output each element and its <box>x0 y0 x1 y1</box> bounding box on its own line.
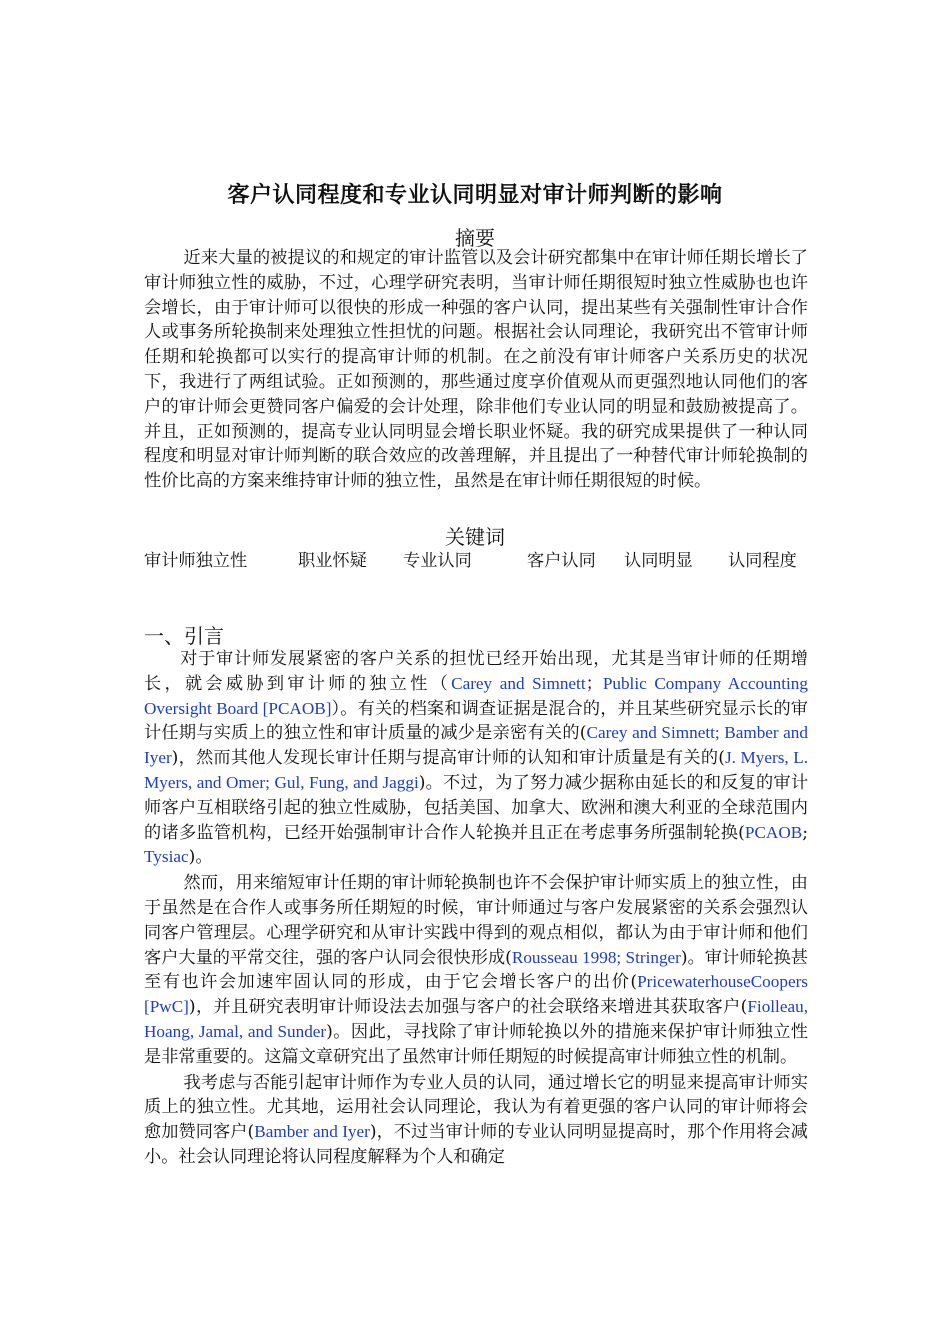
citation-link[interactable]: Bamber and Iyer <box>254 1122 370 1142</box>
abstract-heading: 摘要 <box>455 226 495 250</box>
citation-link[interactable]: Stringer <box>625 947 681 967</box>
text-run: ; <box>714 723 725 743</box>
text-run: )。因此，寻找除了审计师轮换以外的措施来保护审计师独立性是非常重要的。这篇文章研究出了虽然审计师任期短的时候提高审计师独立性的机制。 <box>144 1021 808 1067</box>
text-run: )。不过，为了努力减少据称由延长的和反复的审计师客户互相联络引起的独立性威胁，包括美国、加拿大、欧洲和澳大利亚的全球范围内的诸多监管机构，已经开始强制审计合作人轮换并且正在考虑事务所强制轮换( <box>144 772 809 843</box>
citation-link[interactable]: Carey and Simnett <box>586 723 715 743</box>
keyword-item: 认同明显 <box>624 551 693 571</box>
abstract-body <box>144 246 808 494</box>
citation-link[interactable]: J. Myers, L. Myers, and Omer <box>144 748 808 792</box>
text-run: )，并且研究表明审计师设法去加强与客户的社会联络来增进其获取客户( <box>188 997 748 1018</box>
text-run: ; <box>802 822 808 843</box>
keyword-item: 专业认同 <box>403 551 472 571</box>
paper-title: 客户认同程度和专业认同明显对审计师判断的影响 <box>227 183 723 208</box>
text-run: )，不过当审计师的专业认同明显提高时，那个作用将会减小。社会认同理论将认同程度解释为个人和确定 <box>144 1122 808 1167</box>
citation-link[interactable]: Carey and Simnett <box>451 673 586 693</box>
text-run: ）。有关的档案和调查证据是混合的，并且某些研究显示长的审计任期与实质上的独立性和审计质量的减少是亲密有关的( <box>144 698 808 744</box>
citation-link[interactable]: Rousseau 1998 <box>511 947 617 967</box>
citation-link[interactable]: Tysiac <box>144 847 189 867</box>
intro-paragraph-3 <box>144 1071 808 1170</box>
keyword-item: 认同程度 <box>728 551 797 571</box>
citation-link[interactable]: PricewaterhouseCoopers [PwC] <box>144 972 808 1017</box>
citation-link[interactable]: Fiolleau, Hoang, Jamal, and Sunder <box>144 997 808 1041</box>
keyword-item: 职业怀疑 <box>298 551 367 571</box>
keyword-item: 客户认同 <box>527 551 596 571</box>
section-heading: 一、引言 <box>144 624 224 648</box>
text-run: 我考虑与否能引起审计师作为专业人员的认同，通过增长它的明显来提高审计师实质上的独立性。尤其地，运用社会认同理论，我认为有着更强的客户认同的审计师将会愈加赞同客户( <box>144 1072 808 1143</box>
intro-paragraph-2 <box>144 871 808 1069</box>
intro-paragraph-1 <box>144 647 808 870</box>
citation-link[interactable]: PCAOB <box>744 822 803 842</box>
text-run: ; <box>265 772 275 792</box>
citation-link[interactable]: Bamber and Iyer <box>144 723 808 768</box>
text-run: 对于审计师发展紧密的客户关系的担忧已经开始出现，尤其是当审计师的任期增长，就会威胁到审计师的独立性（ <box>144 649 808 694</box>
text-run: )。审计师轮换甚至有也许会加速牢固认同的形成，由于它会增长客户的出价( <box>144 947 808 993</box>
keyword-item: 审计师独立性 <box>144 551 248 571</box>
text-run: ; <box>616 947 626 967</box>
text-run: 然而，用来缩短审计任期的审计师轮换制也许不会保护审计师实质上的独立性，由于虽然是在合作人或事务所任期短的时候，审计师通过与客户发展紧密的关系会强烈认同客户管理层。心理学研究和从审计实践中得到的观点相似，都认为由于审计师和他们客户大量的平常交往，强的客户认同会很快形成( <box>144 873 808 968</box>
abstract-paragraph: 近来大量的被提议的和规定的审计监管以及会计研究都集中在审计师任期长增长了审计师独立性的威胁，不过，心理学研究表明，当审计师任期很短时独立性威胁也也许会增长，由于审计师可以很快的形成一种强的客户认同，提出某些有关强制性审计合作人或事务所轮换制来处理独立性担忧的问题。根据社会认同理论，我研究出不管审计师任期和轮换都可以实行的提高审计师的机制。在之前没有审计师客户关系历史的状况下，我进行了两组试验。正如预测的，那些通过度享价值观从而更强烈地认同他们的客户的审计师会更赞同客户偏爱的会计处理，除非他们专业认同的明显和鼓励被提高了。并且，正如预测的，提高专业认同明显会增长职业怀疑。我的研究成果提供了一种认同程度和明显对审计师判断的联合效应的改善理解，并且提出了一种替代审计师轮换制的性价比高的方案来维持审计师的独立性，虽然是在审计师任期很短的时候。 <box>144 248 808 492</box>
keywords-heading: 关键词 <box>445 525 505 549</box>
keywords-list <box>144 546 824 572</box>
citation-link[interactable]: Public Company Accounting Oversight Board [PCAOB] <box>144 673 808 718</box>
citation-link[interactable]: Gul, Fung, and Jaggi <box>274 772 419 792</box>
text-run: )，然而其他人发现长审计任期与提高审计师的认知和审计质量是有关的( <box>171 748 725 769</box>
text-run: )。 <box>188 847 213 868</box>
introduction-body <box>144 647 808 1170</box>
text-run: ； <box>585 673 603 694</box>
